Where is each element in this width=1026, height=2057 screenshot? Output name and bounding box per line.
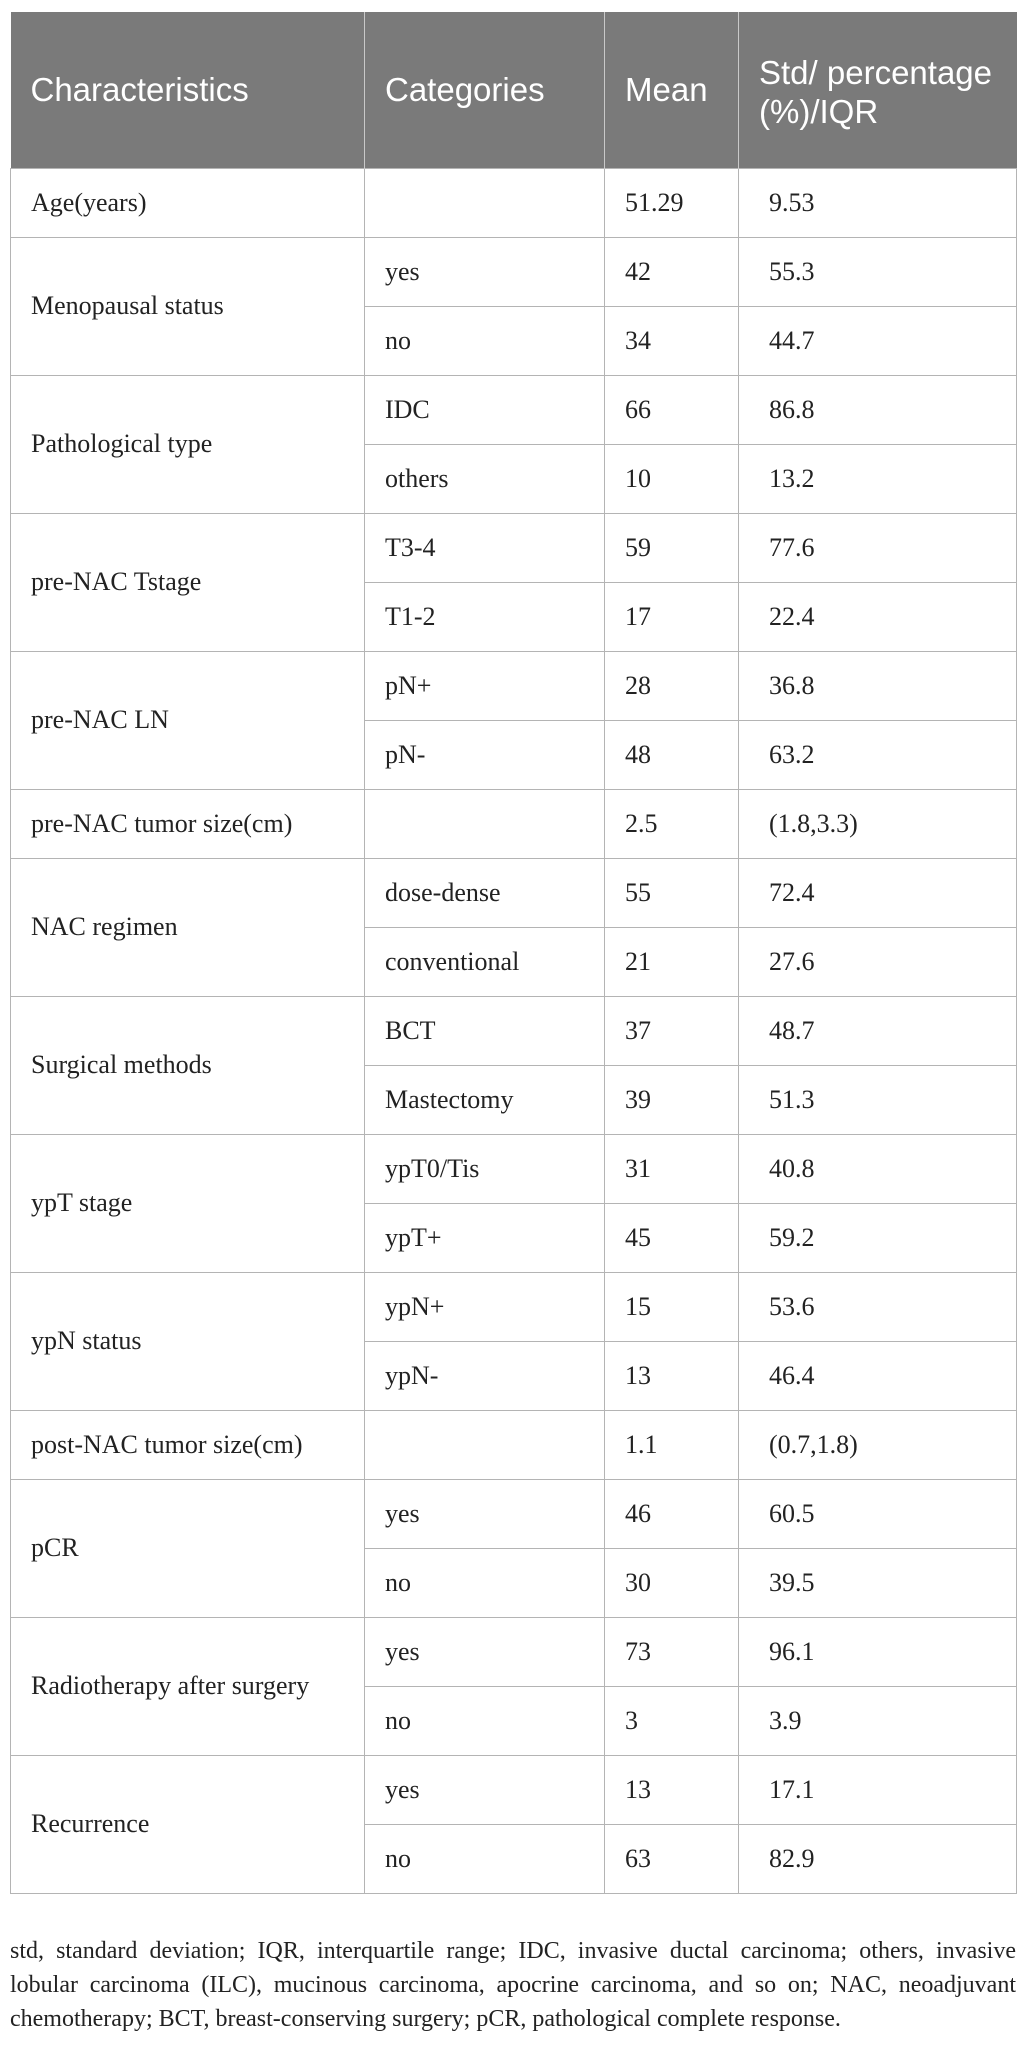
characteristic-cell: Pathological type — [11, 375, 365, 513]
std-cell: 53.6 — [739, 1272, 1017, 1341]
std-cell: 60.5 — [739, 1479, 1017, 1548]
std-cell: 39.5 — [739, 1548, 1017, 1617]
std-cell: 40.8 — [739, 1134, 1017, 1203]
mean-cell: 3 — [605, 1686, 739, 1755]
header-categories: Categories — [365, 12, 605, 168]
table-row — [11, 1617, 1017, 1686]
characteristic-cell: Radiotherapy after surgery — [11, 1617, 365, 1755]
category-cell: IDC — [365, 375, 605, 444]
characteristic-cell: Menopausal status — [11, 237, 365, 375]
table-row — [11, 651, 1017, 720]
characteristic-cell: post-NAC tumor size(cm) — [11, 1410, 365, 1479]
std-cell: 82.9 — [739, 1824, 1017, 1893]
table-row — [11, 168, 1017, 237]
table-body — [11, 168, 1017, 1893]
category-cell: no — [365, 1686, 605, 1755]
std-cell: 3.9 — [739, 1686, 1017, 1755]
mean-cell: 39 — [605, 1065, 739, 1134]
mean-cell: 42 — [605, 237, 739, 306]
characteristic-cell: Recurrence — [11, 1755, 365, 1893]
std-cell: 48.7 — [739, 996, 1017, 1065]
category-cell: dose-dense — [365, 858, 605, 927]
mean-cell: 46 — [605, 1479, 739, 1548]
characteristic-cell: pCR — [11, 1479, 365, 1617]
mean-cell: 37 — [605, 996, 739, 1065]
std-cell: 59.2 — [739, 1203, 1017, 1272]
category-cell — [365, 168, 605, 237]
mean-cell: 13 — [605, 1341, 739, 1410]
category-cell: conventional — [365, 927, 605, 996]
mean-cell: 73 — [605, 1617, 739, 1686]
mean-cell: 28 — [605, 651, 739, 720]
std-cell: 46.4 — [739, 1341, 1017, 1410]
table-row — [11, 1479, 1017, 1548]
mean-cell: 55 — [605, 858, 739, 927]
header-mean: Mean — [605, 12, 739, 168]
std-cell: (1.8,3.3) — [739, 789, 1017, 858]
mean-cell: 63 — [605, 1824, 739, 1893]
std-cell: 13.2 — [739, 444, 1017, 513]
mean-cell: 45 — [605, 1203, 739, 1272]
table-row — [11, 375, 1017, 444]
characteristic-cell: ypT stage — [11, 1134, 365, 1272]
characteristic-cell: Age(years) — [11, 168, 365, 237]
mean-cell: 13 — [605, 1755, 739, 1824]
category-cell: yes — [365, 1755, 605, 1824]
category-cell: no — [365, 1548, 605, 1617]
std-cell: 44.7 — [739, 306, 1017, 375]
category-cell: others — [365, 444, 605, 513]
mean-cell: 2.5 — [605, 789, 739, 858]
mean-cell: 48 — [605, 720, 739, 789]
table-row — [11, 1755, 1017, 1824]
mean-cell: 1.1 — [605, 1410, 739, 1479]
mean-cell: 66 — [605, 375, 739, 444]
table-row — [11, 858, 1017, 927]
category-cell: Mastectomy — [365, 1065, 605, 1134]
characteristic-cell: ypN status — [11, 1272, 365, 1410]
characteristic-cell: pre-NAC Tstage — [11, 513, 365, 651]
std-cell: 63.2 — [739, 720, 1017, 789]
table-footnote: std, standard deviation; IQR, interquartile range; IDC, invasive ductal carcinoma; others, invasive lobular carcinoma (ILC), mucinous carcinoma, apocrine carcinoma, and so on; NAC, neoadjuvant chemotherapy; BCT, breast-conserving surgery; pCR, pathological complete response. — [10, 1938, 1016, 2032]
category-cell: yes — [365, 237, 605, 306]
category-cell: yes — [365, 1617, 605, 1686]
std-cell: (0.7,1.8) — [739, 1410, 1017, 1479]
characteristic-cell: pre-NAC LN — [11, 651, 365, 789]
characteristic-cell: pre-NAC tumor size(cm) — [11, 789, 365, 858]
category-cell: no — [365, 306, 605, 375]
category-cell: BCT — [365, 996, 605, 1065]
table-header — [11, 12, 1017, 168]
category-cell — [365, 1410, 605, 1479]
category-cell: ypN- — [365, 1341, 605, 1410]
mean-cell: 10 — [605, 444, 739, 513]
std-cell: 72.4 — [739, 858, 1017, 927]
header-row — [11, 12, 1017, 168]
table-row — [11, 1272, 1017, 1341]
mean-cell: 17 — [605, 582, 739, 651]
category-cell: yes — [365, 1479, 605, 1548]
std-cell: 9.53 — [739, 168, 1017, 237]
table-row — [11, 237, 1017, 306]
category-cell: pN+ — [365, 651, 605, 720]
header-characteristics: Characteristics — [11, 12, 365, 168]
std-cell: 86.8 — [739, 375, 1017, 444]
mean-cell: 34 — [605, 306, 739, 375]
category-cell: T3-4 — [365, 513, 605, 582]
category-cell — [365, 789, 605, 858]
category-cell: ypT+ — [365, 1203, 605, 1272]
std-cell: 27.6 — [739, 927, 1017, 996]
mean-cell: 31 — [605, 1134, 739, 1203]
table-row — [11, 1410, 1017, 1479]
category-cell: T1-2 — [365, 582, 605, 651]
mean-cell: 51.29 — [605, 168, 739, 237]
characteristics-table — [10, 12, 1017, 1894]
std-cell: 22.4 — [739, 582, 1017, 651]
characteristic-cell: NAC regimen — [11, 858, 365, 996]
category-cell: ypN+ — [365, 1272, 605, 1341]
table-row — [11, 996, 1017, 1065]
mean-cell: 15 — [605, 1272, 739, 1341]
std-cell: 96.1 — [739, 1617, 1017, 1686]
mean-cell: 59 — [605, 513, 739, 582]
category-cell: no — [365, 1824, 605, 1893]
std-cell: 36.8 — [739, 651, 1017, 720]
std-cell: 51.3 — [739, 1065, 1017, 1134]
mean-cell: 30 — [605, 1548, 739, 1617]
characteristic-cell: Surgical methods — [11, 996, 365, 1134]
std-cell: 17.1 — [739, 1755, 1017, 1824]
header-std-percentage-iqr: Std/ percentage (%)/IQR — [739, 12, 1017, 168]
table-row — [11, 789, 1017, 858]
mean-cell: 21 — [605, 927, 739, 996]
category-cell: pN- — [365, 720, 605, 789]
category-cell: ypT0/Tis — [365, 1134, 605, 1203]
table-row — [11, 1134, 1017, 1203]
characteristics-table-container — [10, 12, 1016, 1894]
std-cell: 55.3 — [739, 237, 1017, 306]
std-cell: 77.6 — [739, 513, 1017, 582]
table-row — [11, 513, 1017, 582]
